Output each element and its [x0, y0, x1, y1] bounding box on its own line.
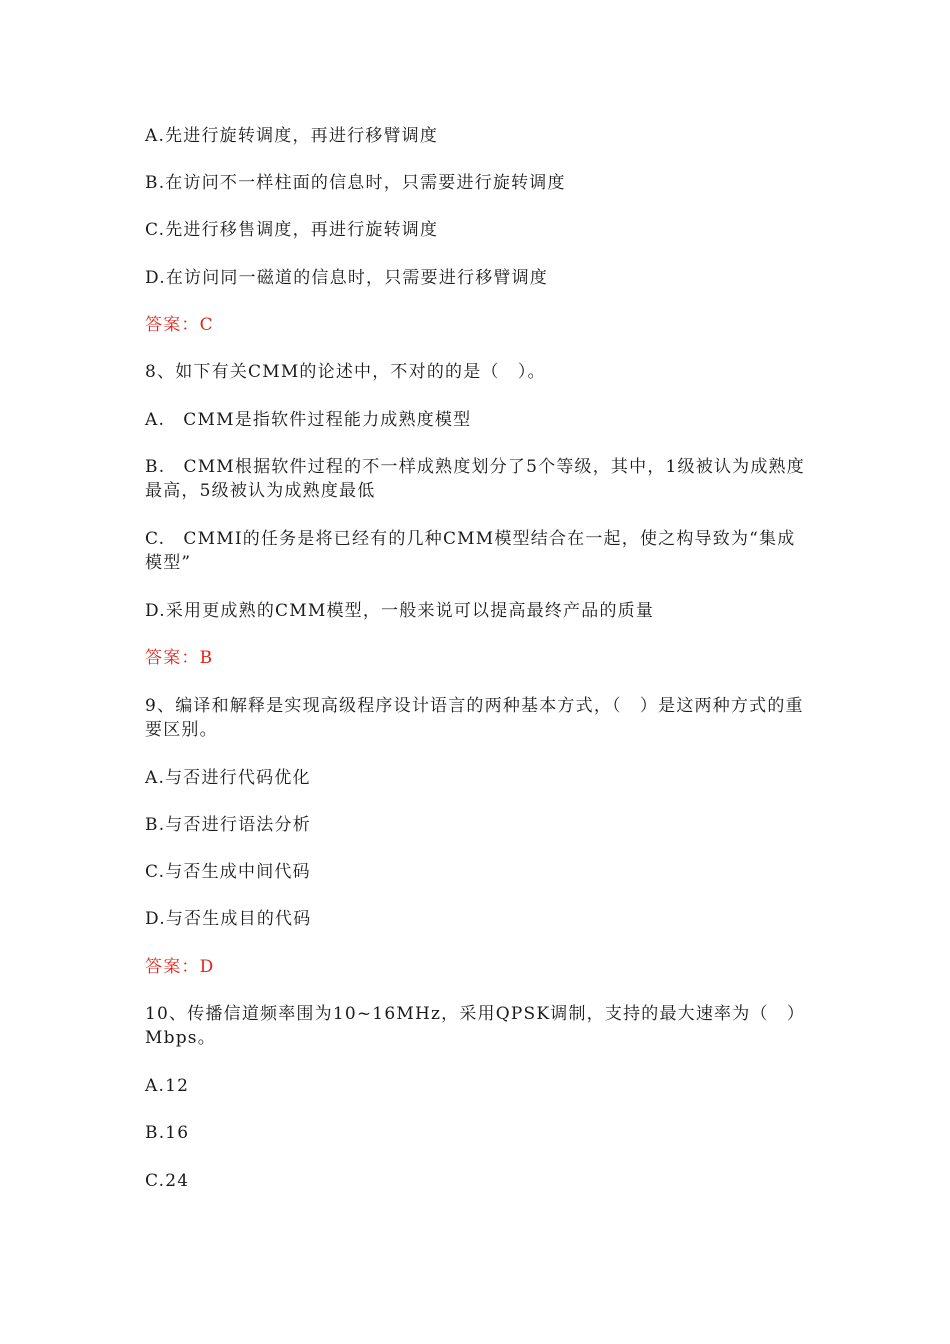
- q7-option-b: B.在访问不一样柱面的信息时，只需要进行旋转调度: [145, 173, 566, 193]
- q10-question: 10、传播信道频率围为10~16MHz，采用QPSK调制，支持的最大速率为（ ）Mbps。: [145, 1004, 806, 1048]
- q9-question: 9、编译和解释是实现高级程序设计语言的两种基本方式，（ ）是这两种方式的重要区别。: [145, 696, 804, 740]
- q8-question: 8、如下有关CMM的论述中，不对的的是（ ）。: [145, 362, 546, 382]
- q9-option-a: A.与否进行代码优化: [145, 768, 311, 788]
- q8-option-b: B. CMM根据软件过程的不一样成熟度划分了5个等级，其中，1级被认为成熟度最高，5级被认为成熟度最低: [145, 457, 805, 501]
- q9-option-d: D.与否生成目的代码: [145, 909, 312, 929]
- q7-option-a: A.先进行旋转调度，再进行移臂调度: [145, 126, 439, 146]
- q10-option-c: C.24: [145, 1171, 190, 1191]
- q8-option-d: D.采用更成熟的CMM模型，一般来说可以提高最终产品的质量: [145, 601, 655, 621]
- q9-option-c: C.与否生成中间代码: [145, 862, 311, 882]
- q8-option-a: A. CMM是指软件过程能力成熟度模型: [145, 410, 472, 430]
- q7-option-c: C.先进行移售调度，再进行旋转调度: [145, 220, 439, 240]
- q9-answer: 答案：D: [145, 957, 215, 977]
- q7-answer: 答案：C: [145, 315, 214, 335]
- q8-answer: 答案：B: [145, 648, 214, 668]
- q10-option-a: A.12: [145, 1076, 190, 1096]
- q10-option-b: B.16: [145, 1123, 190, 1143]
- q8-option-c: C. CMMI的任务是将已经有的几种CMM模型结合在一起，使之构导致为“集成模型”: [145, 529, 796, 573]
- q7-option-d: D.在访问同一磁道的信息时，只需要进行移臂调度: [145, 268, 549, 288]
- q9-option-b: B.与否进行语法分析: [145, 815, 311, 835]
